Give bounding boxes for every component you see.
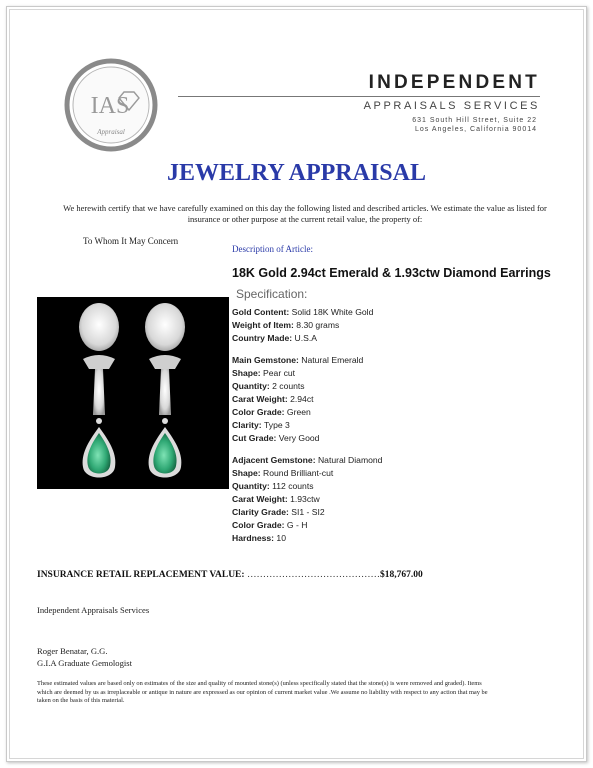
spec-adjacent-gemstone: Adjacent Gemstone: Natural Diamond xyxy=(232,455,383,465)
specifications-list xyxy=(232,306,562,545)
replacement-value-amount: $18,767.00 xyxy=(379,570,423,580)
company-address xyxy=(300,116,537,134)
spec-main-shape: Shape: Pear cut xyxy=(232,368,296,378)
spec-weight: Weight of Item: 8.30 grams xyxy=(232,320,340,330)
replacement-value-dots: …………………………………… xyxy=(246,570,380,580)
spec-adjacent-shape: Shape: Round Brilliant-cut xyxy=(232,468,334,478)
spec-main-gemstone: Main Gemstone: Natural Emerald xyxy=(232,355,364,365)
address-line1: 631 South Hill Street, Suite 22 xyxy=(412,117,537,124)
company-subtitle: APPRAISALS SERVICES xyxy=(363,100,540,112)
company-header xyxy=(330,72,540,94)
certification-text: We herewith certify that we have carefully examined on this day the following listed and described articles. We estimate the value as listed for insurance or other purpose at the current retail value, the property of: xyxy=(63,203,547,224)
ias-logo-seal xyxy=(64,58,158,152)
article-title: 18K Gold 2.94ct Emerald & 1.93ctw Diamond Earrings xyxy=(232,266,551,280)
description-label: Description of Article: xyxy=(232,244,313,254)
logo-subtext: Appraisal xyxy=(97,128,125,136)
logo-text: IAS xyxy=(90,93,130,119)
spec-main-carat: Carat Weight: 2.94ct xyxy=(232,394,314,404)
header-rule xyxy=(178,96,540,97)
address-line2: Los Angeles, California 90014 xyxy=(414,126,537,133)
recipient: To Whom It May Concern xyxy=(83,236,179,246)
page-title: JEWELRY APPRAISAL xyxy=(167,160,426,186)
replacement-value-label: INSURANCE RETAIL REPLACEMENT VALUE: xyxy=(37,570,245,580)
spec-main-cut: Cut Grade: Very Good xyxy=(232,433,320,443)
signer-title: G.I.A Graduate Gemologist xyxy=(37,658,132,668)
company-name: INDEPENDENT xyxy=(368,72,540,93)
spec-gold-content: Gold Content: Solid 18K White Gold xyxy=(232,307,374,317)
replacement-value xyxy=(37,570,423,580)
spec-adjacent-clarity: Clarity Grade: SI1 - SI2 xyxy=(232,507,325,517)
spec-adjacent-color: Color Grade: G - H xyxy=(232,520,308,530)
spec-adjacent-hardness: Hardness: 10 xyxy=(232,533,286,543)
earrings-photo xyxy=(37,297,229,489)
signer-company: Independent Appraisals Services xyxy=(37,605,150,615)
disclaimer: These estimated values are based only on estimates of the size and quality of mounted stone(s) (unless specifically stated that the stone(s) is were removed and graded). Items which are deemed by us as irreplaceable or antique in nature are expressed as our opinion of current market value .We assume no liability with respect to any action that may be taken on the basis of this material. xyxy=(37,680,488,705)
spec-adjacent-carat: Carat Weight: 1.93ctw xyxy=(232,494,320,504)
spec-main-quantity: Quantity: 2 counts xyxy=(232,381,305,391)
spec-main-clarity: Clarity: Type 3 xyxy=(232,420,290,430)
spec-main-color: Color Grade: Green xyxy=(232,407,311,417)
spec-adjacent-quantity: Quantity: 112 counts xyxy=(232,481,314,491)
spec-country: Country Made: U.S.A xyxy=(232,333,317,343)
signer-name: Roger Benatar, G.G. xyxy=(37,646,108,656)
specification-label: Specification: xyxy=(236,287,308,301)
